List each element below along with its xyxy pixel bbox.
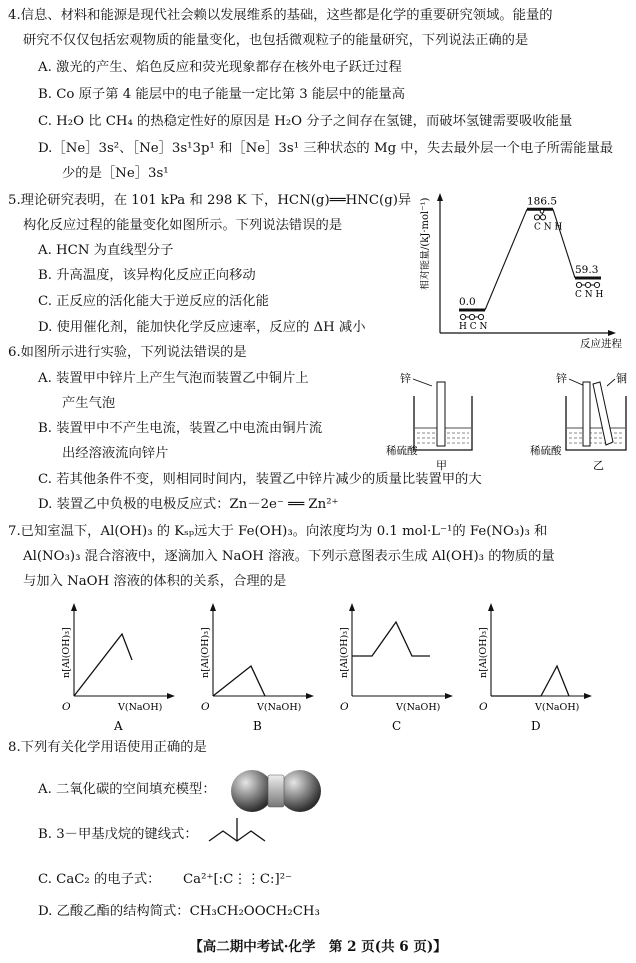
energy-value-2: 59.3 (575, 263, 599, 276)
q8-stem: 8.下列有关化学用语使用正确的是 (8, 740, 207, 755)
q7-graph-xlabel: V(NaOH) (118, 702, 163, 713)
energy-axis-label: 相对能量/(kJ·mol⁻¹) (420, 197, 431, 290)
q7-stem-line1: 7.已知室温下，Al(OH)₃ 的 Kₛₚ远大于 Fe(OH)₃。向浓度均为 0.1 mol·L⁻¹的 Fe(NO₃)₃ 和 (8, 524, 548, 539)
co2-space-filling-model (228, 768, 324, 814)
q7-graph-origin: O (201, 701, 210, 713)
q7-graph-C (339, 603, 453, 733)
q5-option-b: B. 升高温度，该异构化反应正向移动 (38, 268, 256, 283)
q4-stem-line2: 研究不仅仅包括宏观物质的能量变化，也包括微观粒子的能量研究，下列说法正确的是 (23, 33, 529, 48)
q4-option-d-line1: D.［Ne］3s²、［Ne］3s¹3p¹ 和［Ne］3s¹ 三种状态的 Mg 中，失去最外层一个电子所需能量最 (38, 141, 614, 156)
q5-option-d: D. 使用催化剂，能加快化学反应速率，反应的 ΔH 减小 (38, 320, 366, 335)
energy-connector-1 (553, 209, 575, 278)
energy-species-0: H C N (459, 322, 488, 332)
q7-graph-ylabel: n[Al(OH)₃] (339, 627, 350, 678)
q5-stem-line2: 构化反应过程的能量变化如图所示。下列说法错误的是 (23, 218, 343, 233)
q6-option-b-line1: B. 装置甲中不产生电流，装置乙中电流由铜片流 (38, 421, 323, 436)
q7-graph-letter: D (531, 719, 541, 733)
q7-graph-ylabel: n[Al(OH)₃] (200, 627, 211, 678)
q6-option-b-line2: 出经溶液流向锌片 (62, 446, 169, 461)
molecule-atom (478, 314, 483, 319)
q6-option-a-line1: A. 装置甲中锌片上产生气泡而装置乙中铜片上 (38, 371, 309, 386)
yi-cu-label: 铜 (616, 372, 627, 385)
cac2-electron-formula: Ca²⁺[:C⋮⋮C:]²⁻ (183, 872, 293, 887)
molecule-atom (460, 314, 465, 319)
q7-graph-B (200, 603, 314, 733)
energy-value-1: 186.5 (527, 195, 558, 208)
q7-graph-curve (74, 634, 132, 696)
q7-graphs (60, 600, 600, 740)
q7-graph-letter: B (253, 719, 262, 733)
q4-option-b: B. Co 原子第 4 能层中的电子能量一定比第 3 能层中的能量高 (38, 87, 405, 102)
q7-graph-A (61, 603, 175, 733)
q7-graph-origin: O (340, 701, 349, 713)
q7-stem-line3: 与加入 NaOH 溶液的体积的关系，合理的是 (23, 574, 287, 589)
q6-option-c: C. 若其他条件不变，则相同时间内，装置乙中锌片减少的质量比装置甲的大 (38, 472, 482, 487)
q5-option-c: C. 正反应的活化能大于逆反应的活化能 (38, 294, 269, 309)
jia-zn-label: 锌 (400, 372, 411, 385)
q7-graph-curve (213, 666, 265, 696)
q7-graph-origin: O (62, 701, 71, 713)
q7-graph-letter: A (114, 719, 123, 733)
energy-connector-0 (485, 209, 527, 310)
q7-graph-origin: O (479, 701, 488, 713)
molecule-atom-c (534, 215, 539, 220)
q5-option-a: A. HCN 为直线型分子 (38, 243, 174, 258)
energy-x-axis-label: 反应进程 (580, 338, 622, 350)
energy-species-2: C N H (575, 289, 604, 300)
molecule-atom (576, 282, 581, 287)
molecule-atom-n (540, 215, 545, 220)
q6-option-d: D. 装置乙中负极的电极反应式：Zn－2e⁻ ══ Zn²⁺ (38, 497, 339, 512)
q8-option-d: D. 乙酸乙酯的结构简式：CH₃CH₂OOCH₂CH₃ (38, 904, 320, 919)
jia-name: 甲 (436, 459, 447, 472)
q7-graph-xlabel: V(NaOH) (535, 702, 580, 713)
q7-graph-letter: C (392, 719, 402, 733)
page-footer: 【高二期中考试·化学 第 2 页(共 6 页)】 (189, 939, 447, 955)
q8-option-c-label: C. CaC₂ 的电子式： (38, 872, 161, 887)
molecule-atom (594, 282, 599, 287)
energy-value-0: 0.0 (459, 296, 476, 308)
q6-option-a-line2: 产生气泡 (62, 396, 116, 411)
q8-option-b: B. 3－甲基戊烷的键线式： (38, 827, 198, 842)
yi-name: 乙 (593, 459, 604, 472)
q7-graph-D (478, 603, 592, 733)
q4-stem-line1: 4.信息、材料和能源是现代社会赖以发展维系的基础，这些都是化学的重要研究领域。能量的 (8, 8, 553, 23)
molecule-atom (469, 314, 474, 319)
q8-option-a: A. 二氧化碳的空间填充模型： (38, 782, 216, 797)
q4-option-a: A. 激光的产生、焰色反应和荧光现象都存在核外电子跃迁过程 (38, 60, 402, 75)
q7-graph-xlabel: V(NaOH) (396, 702, 441, 713)
q7-graph-ylabel: n[Al(OH)₃] (61, 627, 72, 678)
yi-zn-label: 锌 (556, 372, 567, 385)
q7-graph-curve (352, 622, 430, 656)
molecule-atom-h (540, 209, 544, 213)
3-methylpentane-skeletal-formula (206, 814, 276, 844)
q6-apparatus-figure (380, 362, 636, 472)
q7-graph-curve (491, 666, 569, 696)
q4-option-c: C. H₂O 比 CH₄ 的热稳定性好的原因是 H₂O 分子之间存在氢键，而破坏氢键需要吸收能量 (38, 114, 573, 129)
jia-acid-label: 稀硫酸 (386, 445, 418, 457)
energy-species-1: C N H (534, 222, 563, 233)
q6-stem: 6.如图所示进行实验，下列说法错误的是 (8, 345, 247, 360)
q7-graph-ylabel: n[Al(OH)₃] (478, 627, 489, 678)
yi-acid-label: 稀硫酸 (530, 445, 562, 457)
q4-option-d-line2: 少的是［Ne］3s¹ (62, 166, 169, 181)
q5-energy-diagram (420, 190, 630, 350)
q7-stem-line2: Al(NO₃)₃ 混合溶液中，逐滴加入 NaOH 溶液。下列示意图表示生成 Al(OH)₃ 的物质的量 (23, 549, 555, 564)
q5-stem-line1: 5.理论研究表明，在 101 kPa 和 298 K 下，HCN(g)══HNC(g)异 (8, 193, 412, 208)
molecule-atom (585, 282, 590, 287)
q7-graph-xlabel: V(NaOH) (257, 702, 302, 713)
